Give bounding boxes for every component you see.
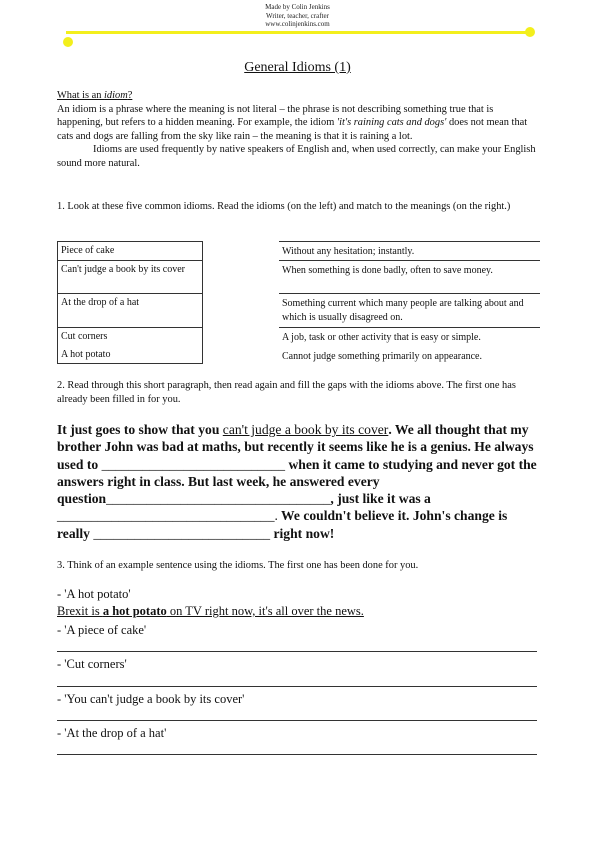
meanings-rule — [279, 241, 540, 242]
answer-gap-3[interactable]: ________________________________. — [57, 508, 278, 524]
prompt-label: - 'At the drop of a hat' — [57, 726, 167, 740]
example-label: - 'A hot potato' — [57, 587, 131, 601]
task1-instruction: 1. Look at these five common idioms. Read the idioms (on the left) and match to the meanings (on the right.) — [57, 201, 511, 212]
meaning-cell: A job, task or other activity that is easy or simple. — [282, 332, 481, 343]
example-sentence — [57, 603, 364, 619]
intro-paragraph-2: Idioms are used frequently by native speakers of English and, when used correctly, can make your English sound more natural. — [57, 144, 536, 169]
page-title: General Idioms (1) — [244, 60, 351, 75]
intro-heading-prefix: What is an — [57, 90, 105, 101]
meanings-rule — [279, 260, 540, 261]
prompt-label: - 'A piece of cake' — [57, 623, 147, 637]
intro-p1-a: An idiom is a phrase where the meaning is not literal – the phrase is not describing something true that is happening, but refers to a hidden meaning. For example, the idiom — [57, 103, 494, 129]
example-text: Brexit is — [57, 604, 103, 618]
meaning-cell: Something current which many people are talking about and which is usually disagreed on. — [282, 298, 524, 323]
idioms-table — [57, 241, 203, 364]
paragraph-text: . We all thought that my brother John was bad at maths, but recently it seems like he is a genius. He always used to — [57, 422, 534, 472]
intro-paragraph-1 — [57, 103, 541, 144]
meanings-rule — [279, 327, 540, 328]
intro-section — [57, 89, 541, 171]
answer-gap-2[interactable]: _________________________________ — [106, 491, 331, 507]
credit-name: Made by Colin Jenkins — [265, 3, 330, 11]
paragraph-text: , just like it was a — [330, 491, 431, 507]
example-idiom: a hot potato — [102, 604, 167, 618]
intro-p1-example: 'it's raining cats and dogs' — [336, 117, 447, 129]
divider-dot-left — [63, 37, 73, 47]
writing-line[interactable] — [57, 720, 537, 721]
idiom-cell: Piece of cake — [58, 242, 203, 261]
prompt-label: - 'Cut corners' — [57, 657, 127, 671]
answer-gap-4[interactable]: __________________________ — [93, 525, 271, 541]
meanings-rule — [279, 293, 540, 294]
idiom-cell: Cut corners — [58, 328, 203, 346]
gap-fill-paragraph — [57, 421, 541, 542]
answer-gap-1[interactable]: ___________________________ — [101, 456, 286, 472]
writing-line[interactable] — [57, 651, 537, 652]
idiom-cell: Can't judge a book by its cover — [58, 261, 203, 294]
meaning-cell: Cannot judge something primarily on appearance. — [282, 351, 482, 362]
idiom-cell: A hot potato — [58, 346, 203, 364]
paragraph-text: when it came to studying and never got the answers right in class. But last week, he answered every question — [57, 456, 537, 507]
intro-heading-word: idiom — [104, 90, 128, 101]
author-credit — [0, 3, 595, 29]
prompt-label: - 'You can't judge a book by its cover' — [57, 692, 245, 706]
intro-p1-b: does not mean that cats and dogs are falling from the sky like rain – the meaning is that it is raining a lot. — [57, 117, 528, 142]
filled-answer: can't judge a book by its cover — [222, 422, 389, 437]
credit-website: www.colinjenkins.com — [265, 20, 330, 28]
paragraph-text: It just goes to show that you — [57, 422, 223, 437]
task3-instruction: 3. Think of an example sentence using the idioms. The first one has been done for you. — [57, 560, 419, 571]
meaning-cell: When something is done badly, often to save money. — [282, 265, 493, 276]
writing-line[interactable] — [57, 754, 537, 755]
task2-instruction: 2. Read through this short paragraph, then read again and fill the gaps with the idioms above. The first one has already been filled in for you. — [57, 380, 516, 405]
intro-heading-suffix: ? — [127, 90, 133, 101]
credit-role: Writer, teacher, crafter — [266, 11, 329, 20]
writing-line[interactable] — [57, 686, 537, 687]
paragraph-text: right now! — [270, 525, 335, 541]
intro-heading — [57, 89, 541, 103]
paragraph-text: We couldn't believe it. John's change is really — [57, 508, 508, 541]
header-divider — [66, 31, 532, 34]
divider-dot-right — [525, 27, 535, 37]
idiom-cell: At the drop of a hat — [58, 294, 203, 328]
meaning-cell: Without any hesitation; instantly. — [282, 246, 415, 257]
example-text: on TV right now, it's all over the news. — [166, 604, 364, 618]
